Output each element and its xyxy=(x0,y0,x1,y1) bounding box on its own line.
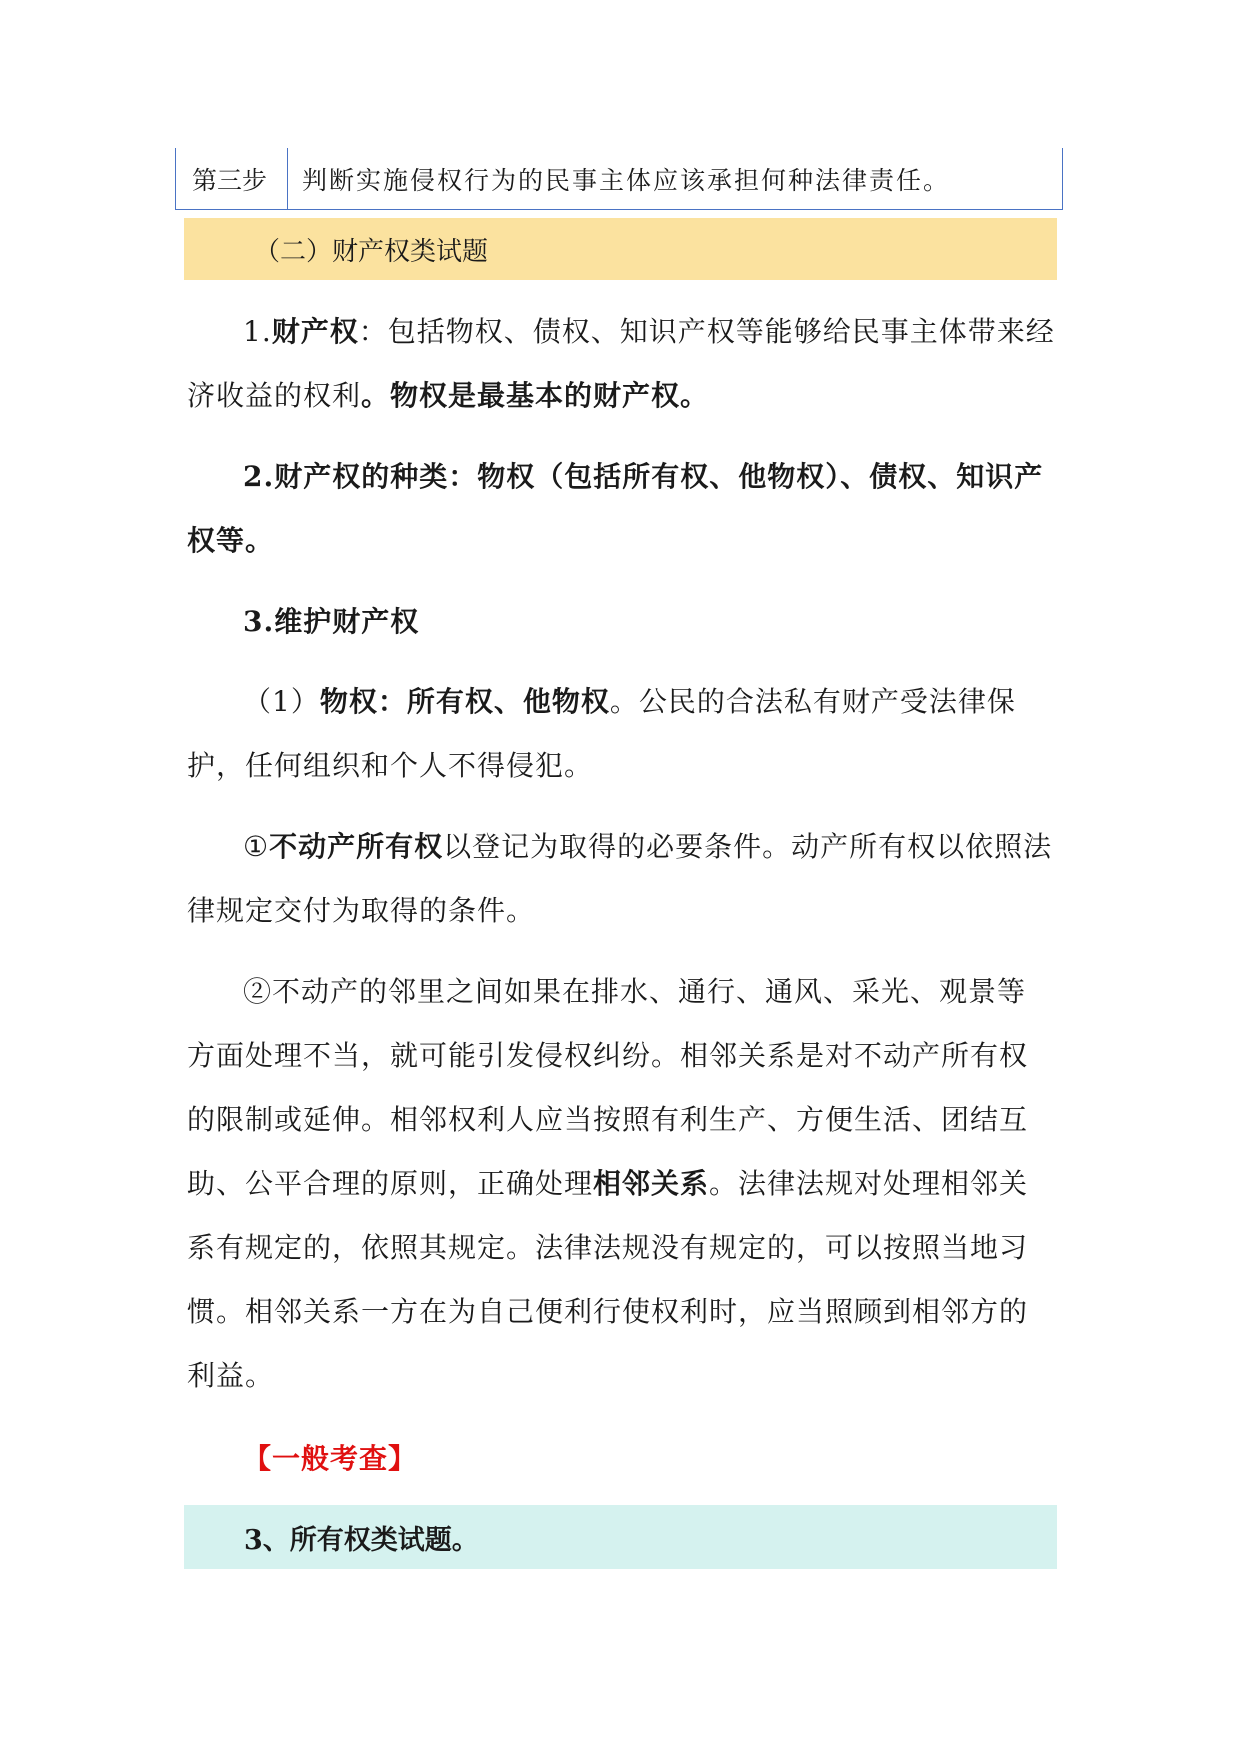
paragraph-neighbor-relations xyxy=(187,960,1055,1408)
p6-text-2: 。法律法规对处理相邻关系有规定的，依照其规定。法律法规没有规定的，可以按照当地习惯。相邻关系一方在为自己便利行使权利时，应当照顾到相邻方的利益。 xyxy=(187,1167,1029,1392)
p4-text: 。公民的合法私有财产受法律保护，任何组织和个人不得侵犯。 xyxy=(187,685,1016,782)
p6-text-1: 不动产的邻里之间如果在排水、通行、通风、采光、观景等方面处理不当，就可能引发侵权纠纷。相邻关系是对不动产所有权的限制或延伸。相邻权利人应当按照有利生产、方便生活、团结互助、公平合理的原则，正确处理 xyxy=(187,975,1029,1200)
p4-bold-text: 物权：所有权、他物权 xyxy=(319,685,610,718)
p5-text: 以登记为取得的必要条件。动产所有权以依照法律规定交付为取得的条件。 xyxy=(187,830,1053,927)
p1-bold-conclusion: 。物权是最基本的财产权。 xyxy=(361,379,710,412)
p6-bold-text: 相邻关系 xyxy=(593,1167,710,1200)
paragraph-property-types xyxy=(187,445,1055,573)
p4-prefix: （1） xyxy=(243,685,320,718)
step-table-row xyxy=(175,148,1063,210)
p3-prefix: 3. xyxy=(243,605,275,638)
p2-prefix: 2. xyxy=(243,460,275,493)
step-label-cell: 第三步 xyxy=(176,148,288,209)
p2-bold-text: 财产权的种类：物权（包括所有权、他物权）、债权、知识产权等。 xyxy=(187,460,1044,557)
p1-prefix: 1. xyxy=(243,315,272,348)
p5-bold-text: 不动产所有权 xyxy=(269,830,444,863)
paragraph-real-rights xyxy=(187,670,1055,798)
paragraph-property-rights xyxy=(187,300,1055,428)
exam-label-line xyxy=(187,1427,1055,1491)
paragraph-immovable-ownership xyxy=(187,815,1055,943)
p5-prefix: ① xyxy=(243,830,270,863)
p1-text: ：包括物权、债权、知识产权等能够给民事主体带来经济收益的权利 xyxy=(187,315,1055,412)
p6-prefix: ② xyxy=(243,975,273,1008)
p3-bold-text: 维护财产权 xyxy=(274,605,420,638)
p1-bold-term: 财产权 xyxy=(271,315,359,348)
paragraph-protect-property xyxy=(187,590,1055,654)
step-text-cell: 判断实施侵权行为的民事主体应该承担何种法律责任。 xyxy=(302,165,951,195)
question-heading: 3、所有权类试题。 xyxy=(184,1505,1057,1569)
exam-label: 【一般考查】 xyxy=(243,1442,418,1475)
section-heading: （二）财产权类试题 xyxy=(184,218,1057,280)
